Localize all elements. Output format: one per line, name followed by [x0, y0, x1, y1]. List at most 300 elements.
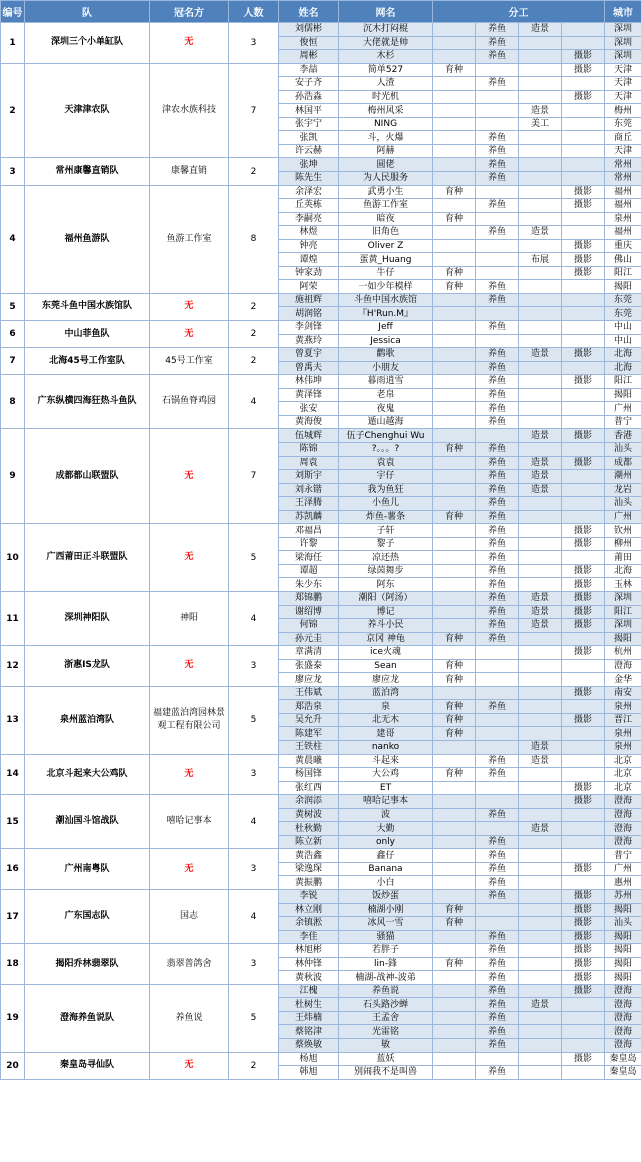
member-role-photo: 摄影	[562, 713, 605, 727]
header-name: 姓名	[279, 1, 339, 23]
member-role-raising	[476, 1052, 519, 1066]
member-role-breeding: 育种	[433, 442, 476, 456]
table-row	[1, 754, 641, 768]
member-role-photo	[562, 497, 605, 511]
member-name: 黄晨曦	[279, 754, 339, 768]
team-number: 12	[1, 646, 25, 687]
member-role-scaping	[519, 36, 562, 50]
member-name: 韩旭	[279, 1066, 339, 1080]
member-city: 阳江	[605, 375, 641, 389]
team-sponsor: 无	[150, 524, 229, 592]
table-row	[1, 1052, 641, 1066]
member-role-breeding	[433, 307, 476, 321]
team-sponsor: 无	[150, 429, 229, 524]
member-city: 常州	[605, 172, 641, 186]
member-role-breeding	[433, 239, 476, 253]
member-role-scaping	[519, 131, 562, 145]
member-nickname: 斗，火爆	[339, 131, 433, 145]
team-name: 北海45号工作室队	[25, 348, 150, 375]
member-role-raising: 养鱼	[476, 415, 519, 429]
member-city: 揭阳	[605, 388, 641, 402]
member-city: 泉州	[605, 700, 641, 714]
member-city: 泉州	[605, 212, 641, 226]
member-role-photo: 摄影	[562, 944, 605, 958]
member-name: 郑锦鹏	[279, 591, 339, 605]
member-role-scaping	[519, 659, 562, 673]
member-nickname: 沉木打闷棍	[339, 23, 433, 37]
member-role-photo: 摄影	[562, 890, 605, 904]
member-name: 李嗣亮	[279, 212, 339, 226]
member-role-scaping: 造景	[519, 456, 562, 470]
member-role-raising	[476, 917, 519, 931]
table-body	[1, 23, 641, 1080]
member-role-photo	[562, 77, 605, 91]
member-city: 中山	[605, 334, 641, 348]
member-name: 林煜	[279, 226, 339, 240]
member-role-photo	[562, 659, 605, 673]
table-row	[1, 185, 641, 199]
member-role-breeding	[433, 984, 476, 998]
team-size: 5	[229, 524, 279, 592]
team-size: 3	[229, 944, 279, 985]
table-row	[1, 984, 641, 998]
member-city: 天津	[605, 90, 641, 104]
team-sponsor: 石锅鱼脊鸡园	[150, 375, 229, 429]
member-role-raising	[476, 713, 519, 727]
member-role-raising	[476, 239, 519, 253]
member-city: 成都	[605, 456, 641, 470]
member-role-raising: 养鱼	[476, 944, 519, 958]
member-name: 杜秋勤	[279, 822, 339, 836]
member-role-photo: 摄影	[562, 957, 605, 971]
member-role-photo	[562, 402, 605, 416]
member-nickname: 袁袁	[339, 456, 433, 470]
member-city: 商丘	[605, 131, 641, 145]
member-role-scaping	[519, 551, 562, 565]
member-role-photo	[562, 876, 605, 890]
member-name: 何锦	[279, 619, 339, 633]
member-city: 福州	[605, 185, 641, 199]
team-sponsor: 无	[150, 646, 229, 687]
member-name: 张盛泰	[279, 659, 339, 673]
member-role-photo	[562, 321, 605, 335]
member-role-breeding: 育种	[433, 700, 476, 714]
member-name: 周彬	[279, 50, 339, 64]
member-name: 苏凯麟	[279, 510, 339, 524]
member-role-scaping	[519, 375, 562, 389]
member-nickname: 鱼游工作室	[339, 199, 433, 213]
member-nickname: 人渣	[339, 77, 433, 91]
member-role-scaping	[519, 971, 562, 985]
member-role-scaping	[519, 321, 562, 335]
member-nickname: 蓝泊湾	[339, 686, 433, 700]
member-nickname: 简单527	[339, 63, 433, 77]
member-city: 南安	[605, 686, 641, 700]
member-name: 谢绍博	[279, 605, 339, 619]
member-city: 金华	[605, 673, 641, 687]
member-nickname: 鑫仔	[339, 849, 433, 863]
member-name: 黄海俊	[279, 415, 339, 429]
member-role-raising	[476, 673, 519, 687]
member-nickname: 夜鬼	[339, 402, 433, 416]
member-city: 潮州	[605, 470, 641, 484]
member-name: 杜树生	[279, 998, 339, 1012]
member-role-raising: 养鱼	[476, 578, 519, 592]
member-role-scaping	[519, 876, 562, 890]
member-role-scaping	[519, 768, 562, 782]
member-nickname: 武勇小生	[339, 185, 433, 199]
member-name: 施祖辉	[279, 293, 339, 307]
member-role-breeding	[433, 131, 476, 145]
team-sponsor: 津农水族科技	[150, 63, 229, 158]
member-role-photo	[562, 998, 605, 1012]
member-role-photo: 摄影	[562, 185, 605, 199]
member-role-raising	[476, 307, 519, 321]
member-role-raising	[476, 727, 519, 741]
member-city: 澄海	[605, 1011, 641, 1025]
member-role-raising: 养鱼	[476, 537, 519, 551]
member-nickname: 饭炒蛋	[339, 890, 433, 904]
member-role-raising: 养鱼	[476, 402, 519, 416]
member-city: 秦皇岛	[605, 1066, 641, 1080]
member-name: 陈建军	[279, 727, 339, 741]
member-name: 安子齐	[279, 77, 339, 91]
team-name: 秦皇岛寻仙队	[25, 1052, 150, 1079]
member-city: 中山	[605, 321, 641, 335]
team-name: 揭阳乔林翡翠队	[25, 944, 150, 985]
member-role-photo: 摄影	[562, 903, 605, 917]
team-sponsor: 嘻哈记事本	[150, 795, 229, 849]
member-city: 天津	[605, 77, 641, 91]
table-header-row	[1, 1, 641, 23]
member-city: 汕头	[605, 442, 641, 456]
team-name: 深圳三个小单缸队	[25, 23, 150, 64]
member-name: 黄树波	[279, 808, 339, 822]
team-number: 20	[1, 1052, 25, 1079]
member-nickname: 若胖子	[339, 944, 433, 958]
team-number: 10	[1, 524, 25, 592]
member-role-breeding	[433, 930, 476, 944]
team-size: 3	[229, 646, 279, 687]
member-name: 黄泽锋	[279, 388, 339, 402]
member-role-breeding: 育种	[433, 727, 476, 741]
header-count: 人数	[229, 1, 279, 23]
member-nickname: 圆佬	[339, 158, 433, 172]
member-role-breeding	[433, 253, 476, 267]
team-name: 潮汕国斗馆战队	[25, 795, 150, 849]
member-role-scaping: 造景	[519, 429, 562, 443]
member-role-photo: 摄影	[562, 971, 605, 985]
member-city: 揭阳	[605, 930, 641, 944]
member-role-scaping	[519, 808, 562, 822]
member-nickname: nanko	[339, 740, 433, 754]
member-name: 俊恒	[279, 36, 339, 50]
member-name: 曾夏宇	[279, 348, 339, 362]
member-role-scaping	[519, 713, 562, 727]
member-nickname: 暗夜	[339, 212, 433, 226]
member-role-photo: 摄影	[562, 984, 605, 998]
member-role-breeding	[433, 361, 476, 375]
member-city: 天津	[605, 144, 641, 158]
member-role-photo: 摄影	[562, 795, 605, 809]
member-role-breeding	[433, 876, 476, 890]
member-nickname: 黎子	[339, 537, 433, 551]
team-number: 8	[1, 375, 25, 429]
header-sponsor: 冠名方	[150, 1, 229, 23]
member-role-breeding	[433, 483, 476, 497]
member-name: 王泽腾	[279, 497, 339, 511]
member-role-breeding	[433, 551, 476, 565]
team-sponsor: 无	[150, 321, 229, 348]
member-role-scaping	[519, 212, 562, 226]
member-role-raising: 养鱼	[476, 619, 519, 633]
member-role-raising: 养鱼	[476, 849, 519, 863]
member-nickname: 老帛	[339, 388, 433, 402]
member-city: 常州	[605, 158, 641, 172]
member-city: 揭阳	[605, 632, 641, 646]
member-name: 梁逸琛	[279, 862, 339, 876]
member-city: 秦皇岛	[605, 1052, 641, 1066]
member-role-photo: 摄影	[562, 429, 605, 443]
table-row	[1, 321, 641, 335]
member-name: 丘英栋	[279, 199, 339, 213]
header-no: 编号	[1, 1, 25, 23]
member-role-breeding: 育种	[433, 673, 476, 687]
member-role-breeding: 育种	[433, 903, 476, 917]
member-role-breeding	[433, 50, 476, 64]
member-role-raising: 养鱼	[476, 483, 519, 497]
team-name: 澄海养鱼说队	[25, 984, 150, 1052]
member-role-scaping: 造景	[519, 591, 562, 605]
member-role-raising: 养鱼	[476, 510, 519, 524]
member-role-breeding	[433, 415, 476, 429]
member-role-photo: 摄影	[562, 537, 605, 551]
member-nickname: ET	[339, 781, 433, 795]
member-role-scaping	[519, 334, 562, 348]
member-nickname: 炸鱼-薯条	[339, 510, 433, 524]
member-city: 澄海	[605, 659, 641, 673]
member-role-breeding	[433, 862, 476, 876]
team-size: 5	[229, 984, 279, 1052]
member-role-photo	[562, 23, 605, 37]
member-nickname: only	[339, 835, 433, 849]
member-role-scaping: 造景	[519, 619, 562, 633]
member-role-raising: 养鱼	[476, 131, 519, 145]
member-role-scaping	[519, 90, 562, 104]
member-role-photo	[562, 104, 605, 118]
member-city: 普宁	[605, 415, 641, 429]
team-name: 天津津农队	[25, 63, 150, 158]
member-city: 澄海	[605, 822, 641, 836]
member-role-raising: 养鱼	[476, 144, 519, 158]
member-role-photo	[562, 280, 605, 294]
team-number: 11	[1, 591, 25, 645]
member-role-breeding	[433, 402, 476, 416]
team-size: 3	[229, 23, 279, 64]
member-role-photo: 摄影	[562, 646, 605, 660]
member-role-breeding	[433, 226, 476, 240]
member-city: 晋江	[605, 713, 641, 727]
member-nickname: 梅州风采	[339, 104, 433, 118]
member-role-photo: 摄影	[562, 266, 605, 280]
member-role-scaping: 造景	[519, 470, 562, 484]
member-name: 林立刚	[279, 903, 339, 917]
team-name: 常州康馨直销队	[25, 158, 150, 185]
member-city: 广州	[605, 402, 641, 416]
member-nickname: 时光机	[339, 90, 433, 104]
member-role-scaping	[519, 199, 562, 213]
team-number: 18	[1, 944, 25, 985]
team-number: 1	[1, 23, 25, 64]
member-city: 北海	[605, 348, 641, 362]
member-role-photo	[562, 849, 605, 863]
member-name: 余润添	[279, 795, 339, 809]
member-role-photo	[562, 483, 605, 497]
member-role-photo	[562, 117, 605, 131]
member-role-scaping	[519, 727, 562, 741]
member-role-breeding: 育种	[433, 713, 476, 727]
team-name: 广东纵横四海狂热斗鱼队	[25, 375, 150, 429]
member-role-raising	[476, 686, 519, 700]
member-city: 阳江	[605, 266, 641, 280]
member-role-scaping	[519, 862, 562, 876]
member-name: 黄燕玲	[279, 334, 339, 348]
member-city: 澄海	[605, 808, 641, 822]
member-role-photo: 摄影	[562, 917, 605, 931]
member-role-raising	[476, 646, 519, 660]
member-role-breeding	[433, 537, 476, 551]
member-role-breeding	[433, 1066, 476, 1080]
member-nickname: 养鱼说	[339, 984, 433, 998]
team-sponsor: 福建蓝泊湾园林景观工程有限公司	[150, 686, 229, 754]
member-name: 蔡铭津	[279, 1025, 339, 1039]
member-role-scaping: 造景	[519, 822, 562, 836]
member-role-raising: 养鱼	[476, 280, 519, 294]
team-size: 2	[229, 321, 279, 348]
member-city: 重庆	[605, 239, 641, 253]
member-name: 张红西	[279, 781, 339, 795]
member-nickname: Sean	[339, 659, 433, 673]
member-name: 孙浩淼	[279, 90, 339, 104]
member-role-breeding	[433, 578, 476, 592]
member-role-photo: 摄影	[562, 686, 605, 700]
member-role-raising: 养鱼	[476, 605, 519, 619]
member-nickname: 建哥	[339, 727, 433, 741]
member-role-raising: 养鱼	[476, 293, 519, 307]
member-city: 天津	[605, 63, 641, 77]
member-role-raising: 养鱼	[476, 388, 519, 402]
team-name: 广东国志队	[25, 890, 150, 944]
member-role-raising	[476, 117, 519, 131]
member-role-breeding	[433, 375, 476, 389]
member-role-scaping	[519, 497, 562, 511]
member-name: 廖应龙	[279, 673, 339, 687]
member-role-raising: 养鱼	[476, 984, 519, 998]
team-number: 16	[1, 849, 25, 890]
team-number: 9	[1, 429, 25, 524]
member-city: 澄海	[605, 835, 641, 849]
member-city: 汕头	[605, 497, 641, 511]
member-role-raising	[476, 90, 519, 104]
member-role-photo	[562, 415, 605, 429]
member-role-photo: 摄影	[562, 862, 605, 876]
team-size: 8	[229, 185, 279, 293]
member-role-photo	[562, 212, 605, 226]
member-city: 揭阳	[605, 903, 641, 917]
member-name: 林伟坤	[279, 375, 339, 389]
team-name: 成都都山联盟队	[25, 429, 150, 524]
member-role-scaping	[519, 280, 562, 294]
member-role-breeding	[433, 158, 476, 172]
member-role-scaping	[519, 537, 562, 551]
member-role-breeding: 育种	[433, 659, 476, 673]
member-role-photo	[562, 226, 605, 240]
team-number: 2	[1, 63, 25, 158]
team-sponsor: 无	[150, 754, 229, 795]
member-name: 吴允升	[279, 713, 339, 727]
member-role-scaping	[519, 415, 562, 429]
member-role-breeding: 育种	[433, 768, 476, 782]
table-row	[1, 890, 641, 904]
member-nickname: 蛋黄_Huang	[339, 253, 433, 267]
member-role-raising	[476, 266, 519, 280]
member-nickname: ?。。。?	[339, 442, 433, 456]
member-role-scaping	[519, 984, 562, 998]
member-nickname: 嘻哈记事本	[339, 795, 433, 809]
member-city: 深圳	[605, 619, 641, 633]
member-role-raising: 养鱼	[476, 375, 519, 389]
member-role-raising: 养鱼	[476, 768, 519, 782]
member-role-scaping	[519, 77, 562, 91]
table-row	[1, 591, 641, 605]
member-nickname: 泉	[339, 700, 433, 714]
member-nickname: 为人民服务	[339, 172, 433, 186]
member-role-breeding	[433, 808, 476, 822]
table-row	[1, 348, 641, 362]
member-role-breeding	[433, 781, 476, 795]
member-nickname: 暮雨逍雪	[339, 375, 433, 389]
member-role-photo	[562, 1011, 605, 1025]
member-role-raising: 养鱼	[476, 77, 519, 91]
member-role-breeding	[433, 890, 476, 904]
member-city: 深圳	[605, 23, 641, 37]
member-name: 张安	[279, 402, 339, 416]
member-role-raising	[476, 253, 519, 267]
member-role-scaping	[519, 917, 562, 931]
member-role-raising: 养鱼	[476, 564, 519, 578]
member-role-breeding	[433, 90, 476, 104]
member-role-breeding	[433, 619, 476, 633]
member-role-scaping	[519, 1066, 562, 1080]
header-nick: 网名	[339, 1, 433, 23]
team-number: 14	[1, 754, 25, 795]
member-role-breeding	[433, 1011, 476, 1025]
header-city: 城市	[605, 1, 641, 23]
team-name: 广西莆田正斗联盟队	[25, 524, 150, 592]
member-name: 黄浩鑫	[279, 849, 339, 863]
member-role-breeding	[433, 321, 476, 335]
team-size: 4	[229, 890, 279, 944]
member-role-photo	[562, 1025, 605, 1039]
member-role-scaping	[519, 50, 562, 64]
member-role-scaping	[519, 510, 562, 524]
member-role-breeding	[433, 605, 476, 619]
member-role-raising: 养鱼	[476, 808, 519, 822]
member-role-raising: 养鱼	[476, 524, 519, 538]
member-role-photo: 摄影	[562, 253, 605, 267]
member-role-scaping	[519, 686, 562, 700]
member-role-photo	[562, 632, 605, 646]
